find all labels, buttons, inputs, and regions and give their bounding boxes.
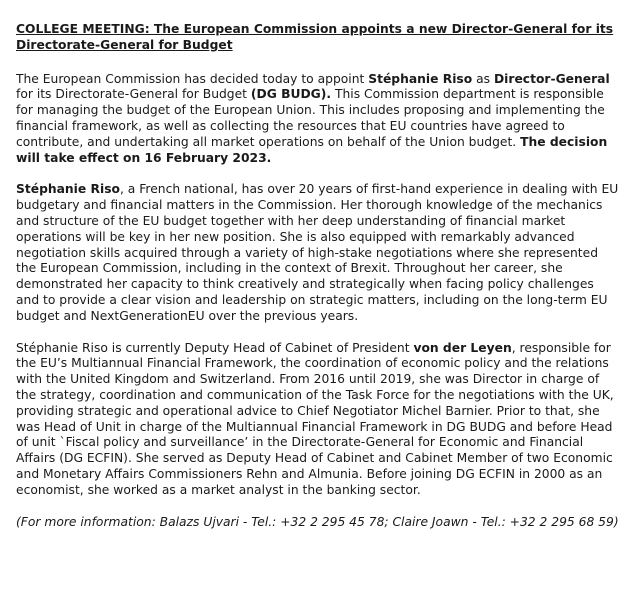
p1-text-4: This Commission department is responsible for managing the budget of the European Union. This includes proposing and implementing the financial framework, as well as collecting the resources that EU countries have agreed to contribute, and undertaking all market operations on behalf of the Union budget. xyxy=(16,87,605,149)
p3-president: von der Leyen xyxy=(413,340,512,355)
p3-text-1: Stéphanie Riso is currently Deputy Head of Cabinet of President xyxy=(16,340,414,355)
more-information: (For more information: Balazs Ujvari - Tel.: +32 2 295 45 78; Claire Joawn - Tel.: +32 2 295 68 59) xyxy=(16,514,619,529)
p1-role: Director-General xyxy=(493,71,610,86)
p2-text: , a French national, has over 20 years of first-hand experience in dealing with EU budgetary and financial matters in the Commission. Her thorough knowledge of the mechanics and structure of the EU budget together with her deep understanding of financial market operations will be key in her new position. She is also equipped with remarkably advanced negotiation skills acquired through a variety of high-stake negotiations where she represented the European Commission, including in the context of Brexit. Throughout her career, she demonstrated her capacity to think creatively and strategically when facing policy challenges and to provide a clear vision and leadership on strategic matters, including on the long-term EU budget and NextGenerationEU over the previous years. xyxy=(16,182,619,323)
press-release xyxy=(16,22,620,530)
p3-text-2: , responsible for the EU’s Multiannual Financial Framework, the coordination of economic policy and the relations with the United Kingdom and Switzerland. From 2016 until 2019, she was Director in charge of the strategy, coordination and communication of the Task Force for the negotiations with the UK, providing strategic and operational advice to Chief Negotiator Michel Barnier. Prior to that, she was Head of Unit in charge of the Multiannual Financial Framework in DG BUDG and before Head of unit `Fiscal policy and surveillance’ in the Directorate-General for Economic and Financial Affairs (DG ECFIN). She served as Deputy Head of Cabinet and Cabinet Member of two Economic and Monetary Affairs Commissioners Rehn and Almunia. Before joining DG ECFIN in 2000 as an economist, she worked as a market analyst in the banking sector. xyxy=(16,340,614,497)
paragraph-appointment xyxy=(16,72,620,167)
p2-name: Stéphanie Riso xyxy=(16,182,120,197)
paragraph-career xyxy=(16,341,620,499)
p1-effect-date: The decision will take effect on 16 February 2023. xyxy=(16,134,608,165)
page-title: COLLEGE MEETING: The European Commission appoints a new Director-General for its Directorate-General for Budget xyxy=(16,22,614,52)
p1-text-3: for its Directorate-General for Budget xyxy=(16,87,251,102)
p1-text-1: The European Commission has decided today to appoint xyxy=(16,71,369,86)
p1-text-2: as xyxy=(472,71,494,86)
p1-dg: (DG BUDG). xyxy=(250,87,332,102)
paragraph-profile xyxy=(16,182,620,324)
p1-name: Stéphanie Riso xyxy=(368,71,473,86)
